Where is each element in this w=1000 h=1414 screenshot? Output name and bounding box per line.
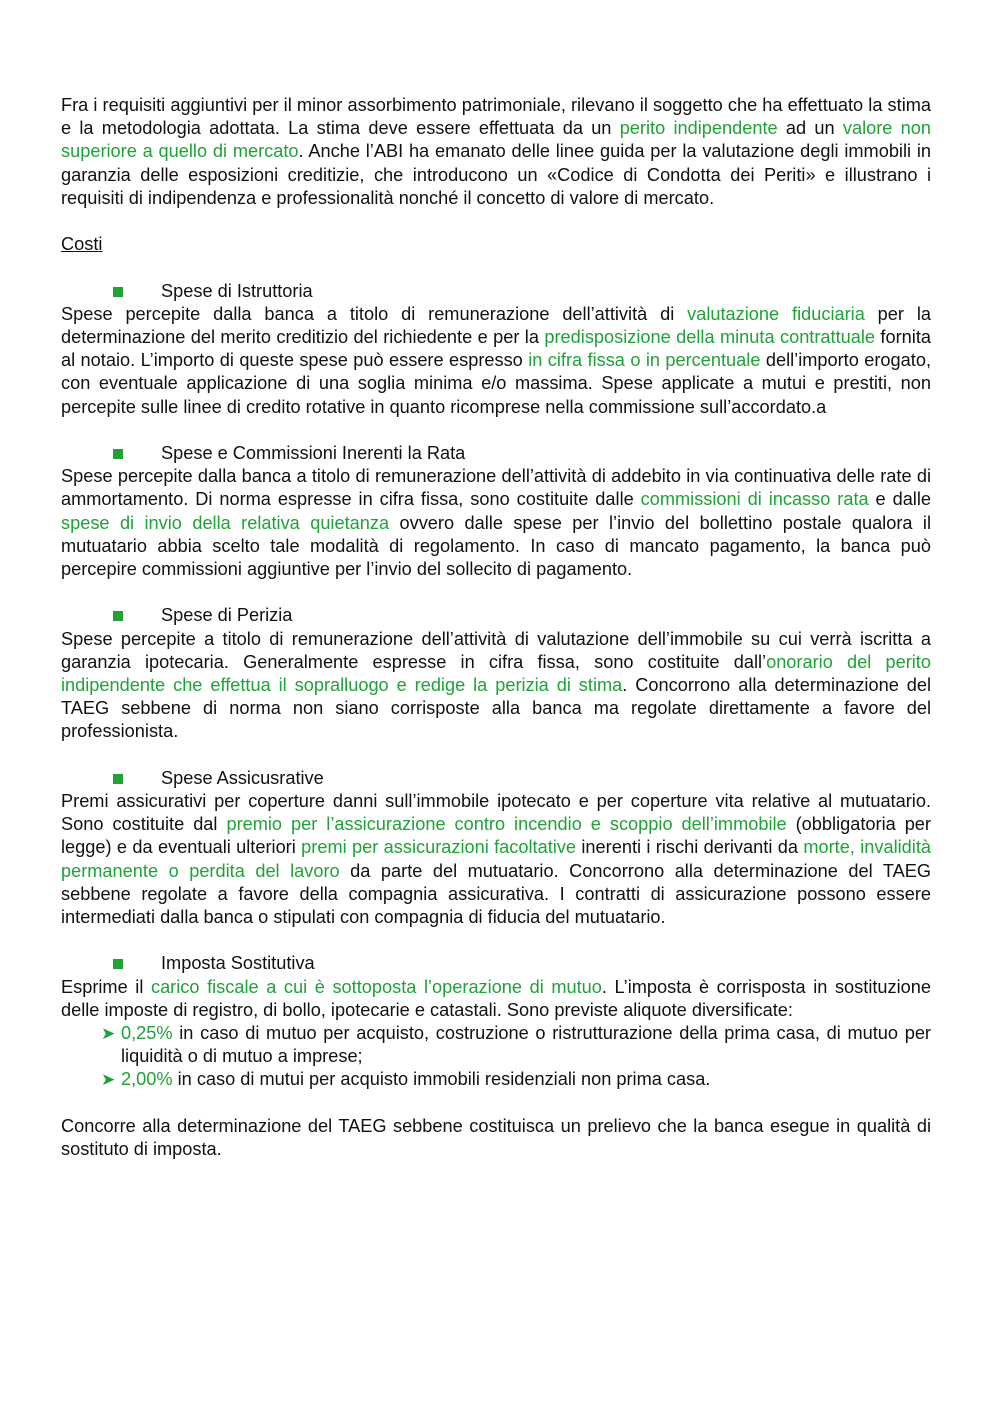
text-run: Premi assicurativi per coperture danni sull’immobile ipotecato e per coperture vita relative al mutuatario. Sono costituite dal [61,791,931,835]
section-title-perizia [61,604,931,627]
list-item [101,1068,931,1091]
section-title-imposta [61,952,931,975]
text-run: da parte del mutuatario. Concorrono alla determinazione del TAEG sebbene regolate a favore della compagnia assicurativa. I contratti di assicurazione possono essere intermediati dalla banca o stipulati con compagnia di fiducia del mutuatario. [61,860,932,928]
text-run: Fra i requisiti aggiuntivi per il minor assorbimento patrimoniale, rilevano il soggetto che ha effettuato la stima e la metodologia adottata. La stima deve essere effettuata da un [61,95,931,139]
highlight-text: commissioni di incasso rata [640,489,869,510]
highlight-text: in cifra fissa o in percentuale [528,350,761,371]
highlight-text: predisposizione della minuta contrattuale [544,327,876,347]
text-run: ovvero dalle spese per l’invio del bollettino postale qualora il mutuatario abbia scelto tale modalità di regolamento. In caso di mancato pagamento, la banca può percepire commissioni aggiuntive per l’invio del sollecito di pagamento. [61,512,932,580]
closing-paragraph: Concorre alla determinazione del TAEG sebbene costituisca un prelievo che la banca esegue in qualità di sostituto di imposta. [61,1115,931,1160]
text-run: . Concorrono alla determinazione del TAEG sebbene di norma non siano corrisposte alla banca ma regolate direttamente a favore del professionista. [61,675,932,742]
highlight-text: morte, invalidità permanente o perdita del lavoro [61,837,931,881]
text-run: Spese percepite dalla banca a titolo di remunerazione dell’attività di addebito in via continuativa delle rate di ammortamento. Di norma espresse in cifra fissa, sono costituite dalle [61,466,931,510]
section-title-istruttoria [61,280,931,303]
highlight-text: perito indipendente [619,118,778,139]
document-page [61,94,931,1161]
text-run: Spese percepite a titolo di remunerazione dell’attività di valutazione dell’immobile su cui verrà iscritta a garanzia ipotecaria. Generalmente espresse in cifra fissa, sono costituite dall’ [61,628,931,672]
highlight-text: valutazione fiduciaria [687,303,865,324]
text-run: e dalle [868,489,931,510]
highlight-text: onorario del perito indipendente che effettua il sopralluogo e redige la perizia di stima [61,651,931,696]
arrow-bullet-icon: ➤ [101,1024,116,1044]
rate-value: 2,00% [121,1069,173,1090]
list-item [101,1022,931,1068]
highlight-text: valore non superiore a quello di mercato [61,118,932,162]
square-bullet-icon [113,449,123,459]
highlight-text: spese di invio della relativa quietanza [61,512,390,533]
highlight-text: premi per assicurazioni facoltative [301,837,577,858]
text-run: (obbligatoria per legge) e da eventuali ulteriori [61,814,931,858]
istruttoria-paragraph [61,303,931,419]
perizia-paragraph [61,628,931,744]
square-bullet-icon [113,611,123,621]
highlight-text: carico fiscale a cui è sottoposta l’operazione di mutuo [150,976,602,997]
text-run: Spese percepite dalla banca a titolo di remunerazione dell’attività di [61,303,688,324]
assicurative-paragraph [61,790,931,929]
arrow-bullet-icon: ➤ [101,1070,116,1090]
section-title-text: Spese di Perizia [161,605,293,626]
imposta-paragraph [61,976,931,1022]
text-run: per la determinazione del merito creditizio del richiedente e per la [61,303,931,347]
section-title-text: Imposta Sostitutiva [161,953,315,974]
square-bullet-icon [113,774,123,784]
section-title-text: Spese di Istruttoria [161,280,313,301]
intro-paragraph [61,94,931,210]
rata-paragraph [61,465,931,581]
square-bullet-icon [113,959,123,969]
text-run: fornita al notaio. L’importo di queste spese può essere espresso [61,327,931,371]
highlight-text: premio per l’assicurazione contro incendio e scoppio dell’immobile [226,814,787,835]
section-title-assicurative [61,767,931,790]
section-title-rata [61,442,931,465]
aliquote-list [61,1022,931,1092]
text-run: dell’importo erogato, con eventuale applicazione di una soglia minima e/o massima. Spese applicate a mutui e prestiti, non percepite sulle linee di credito rotative in quanto ricomprese nella commissione sull’accordato.a [61,350,931,417]
text-run: . L’imposta è corrisposta in sostituzione delle imposte di registro, di bollo, ipotecarie e catastali. Sono previste aliquote diversificate: [61,976,932,1020]
list-item-text: in caso di mutuo per acquisto, costruzione o ristrutturazione della prima casa, di mutuo per liquidità o di mutuo a imprese; [121,1023,931,1067]
text-run: inerenti i rischi derivanti da [576,837,804,858]
section-title-text: Spese e Commissioni Inerenti la Rata [161,443,466,463]
square-bullet-icon [113,287,123,297]
rate-value: 0,25% [121,1023,173,1044]
text-run: Esprime il [61,976,151,997]
text-run: ad un [777,118,843,139]
section-title-text: Spese Assicusrative [161,767,324,788]
section-heading-costi: Costi [61,234,103,255]
list-item-text: in caso di mutui per acquisto immobili residenziali non prima casa. [172,1069,711,1090]
text-run: . Anche l’ABI ha emanato delle linee guida per la valutazione degli immobili in garanzia delle esposizioni creditizie, che introducono un «Codice di Condotta dei Periti» e illustrano i requisiti di indipendenza e professionalità nonché il concetto di valore di mercato. [61,141,932,208]
